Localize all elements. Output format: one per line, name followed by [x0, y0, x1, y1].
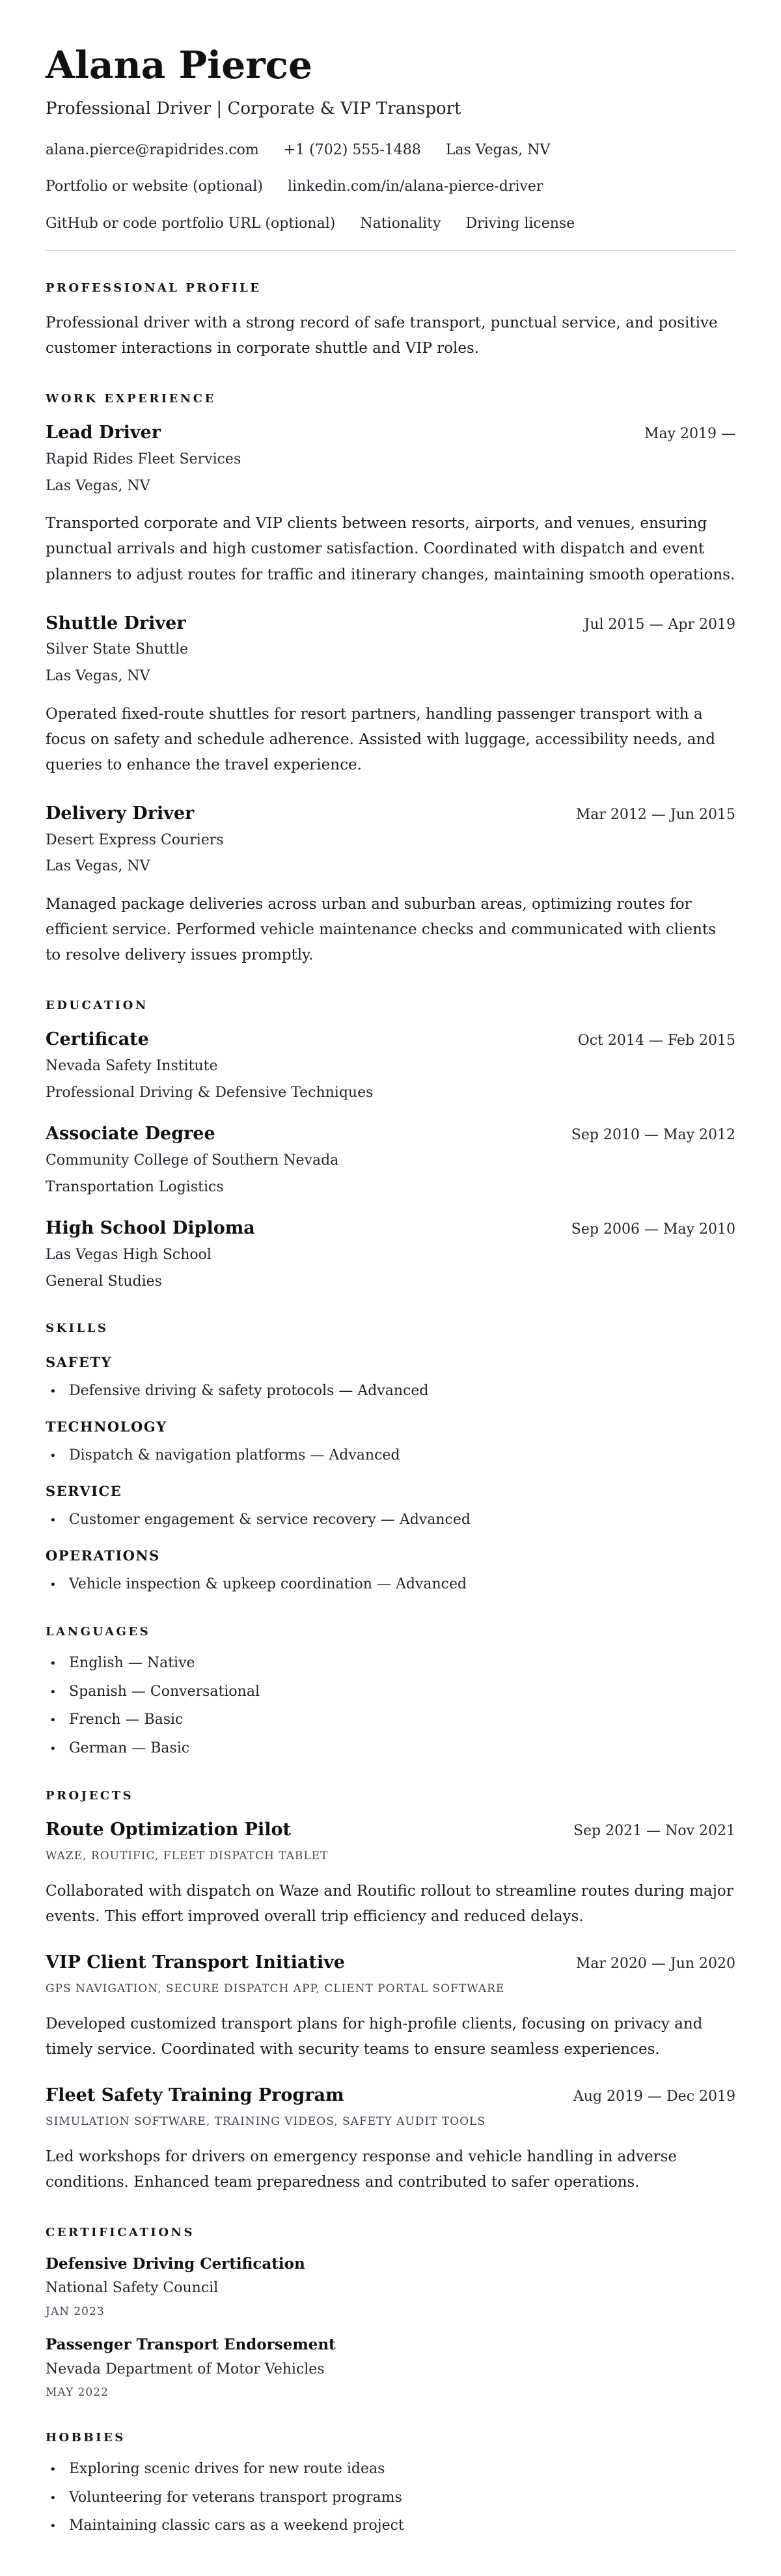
skill-item [46, 1510, 735, 1530]
degree-title: Certificate [46, 1029, 149, 1050]
language-item [46, 1739, 735, 1758]
skill-item [46, 1381, 735, 1401]
cert-issuer: National Safety Council [46, 2280, 219, 2297]
profile-summary: Professional driver with a strong record of safe transport, punctual service, and positive customer interactions in corporate shuttle and VIP roles. [46, 314, 718, 357]
project-entry [46, 2084, 735, 2195]
project-dates: Sep 2021 — Nov 2021 [573, 1823, 735, 1840]
language-item-text: Spanish — Conversational [69, 1683, 260, 1700]
candidate-headline: Professional Driver | Corporate & VIP Transport [46, 98, 461, 118]
bullet-icon: • [49, 1577, 57, 1592]
job-location: Las Vegas, NV [46, 477, 150, 494]
resume-header [46, 43, 735, 251]
skills-group-title: TECHNOLOGY [46, 1418, 167, 1435]
contact-row-3 [46, 215, 735, 234]
job-entry-head [46, 422, 735, 444]
contact-driving-license: Driving license [465, 215, 575, 232]
skill-item-text: Customer engagement & service recovery — Advanced [69, 1511, 471, 1528]
section-title-projects: PROJECTS [46, 1788, 134, 1803]
skills-group-title: OPERATIONS [46, 1547, 160, 1564]
job-company: Rapid Rides Fleet Services [46, 451, 241, 468]
bullet-icon: • [49, 2519, 57, 2534]
section-work-experience [46, 391, 735, 968]
job-entry-head [46, 803, 735, 825]
skills-group-technology [46, 1418, 735, 1465]
contact-nationality: Nationality [360, 215, 441, 232]
job-title: Delivery Driver [46, 803, 195, 824]
language-item [46, 1682, 735, 1702]
contact-linkedin: linkedin.com/in/alana-pierce-driver [288, 178, 543, 195]
job-dates: May 2019 — [644, 426, 735, 443]
section-certifications [46, 2225, 735, 2400]
education-entry-head [46, 1123, 735, 1145]
project-tech: WAZE, ROUTIFIC, FLEET DISPATCH TABLET [46, 1849, 329, 1863]
project-entry-head [46, 2084, 735, 2107]
project-dates: Aug 2019 — Dec 2019 [573, 2088, 735, 2105]
degree-title: Associate Degree [46, 1124, 215, 1144]
hobby-item-text: Maintaining classic cars as a weekend project [69, 2517, 404, 2534]
project-tech: GPS NAVIGATION, SECURE DISPATCH APP, CLIENT PORTAL SOFTWARE [46, 1982, 505, 1995]
education-dates: Sep 2010 — May 2012 [571, 1127, 735, 1144]
skills-group-safety [46, 1353, 735, 1401]
job-company: Desert Express Couriers [46, 831, 224, 848]
candidate-name: Alana Pierce [46, 43, 312, 87]
contact-row-2 [46, 178, 735, 197]
job-description: Operated fixed-route shuttles for resort partners, handling passenger transport with a focus on safety and schedule adherence. Assisted with luggage, accessibility needs, and queries to enhance the travel experience. [46, 705, 715, 773]
project-entry-head [46, 1819, 735, 1841]
cert-issuer: Nevada Department of Motor Vehicles [46, 2361, 325, 2377]
language-item [46, 1654, 735, 1673]
job-dates: Jul 2015 — Apr 2019 [584, 616, 735, 633]
section-professional-profile [46, 281, 735, 361]
skill-item-text: Defensive driving & safety protocols — Advanced [69, 1382, 429, 1399]
project-description: Collaborated with dispatch on Waze and Routific rollout to streamline routes during major events. This effort improved overall trip efficiency and reduced delays. [46, 1883, 733, 1926]
hobby-item [46, 2488, 735, 2508]
school-name: Las Vegas High School [46, 1247, 212, 1264]
section-title-certifications: CERTIFICATIONS [46, 2226, 195, 2240]
section-title-work: WORK EXPERIENCE [46, 392, 216, 406]
contact-email: alana.pierce@rapidrides.com [46, 141, 259, 158]
project-title: Fleet Safety Training Program [46, 2085, 344, 2106]
skill-item-text: Vehicle inspection & upkeep coordination — Advanced [69, 1575, 467, 1592]
job-company: Silver State Shuttle [46, 641, 189, 658]
field-of-study: Professional Driving & Defensive Techniques [46, 1084, 374, 1101]
job-entry [46, 613, 735, 778]
school-name: Community College of Southern Nevada [46, 1152, 339, 1169]
education-dates: Oct 2014 — Feb 2015 [577, 1032, 735, 1049]
contact-portfolio: Portfolio or website (optional) [46, 178, 264, 195]
field-of-study: General Studies [46, 1273, 162, 1290]
job-title: Shuttle Driver [46, 613, 186, 633]
skills-group-operations [46, 1547, 735, 1594]
bullet-icon: • [49, 1657, 57, 1671]
cert-title: Passenger Transport Endorsement [46, 2336, 336, 2354]
education-dates: Sep 2006 — May 2010 [571, 1221, 735, 1238]
contact-row-1 [46, 141, 735, 160]
cert-title: Defensive Driving Certification [46, 2254, 305, 2273]
hobby-item-text: Volunteering for veterans transport programs [69, 2489, 402, 2506]
language-item [46, 1710, 735, 1730]
job-dates: Mar 2012 — Jun 2015 [575, 806, 735, 823]
bullet-icon: • [49, 1742, 57, 1756]
skill-item-text: Dispatch & navigation platforms — Advanced [69, 1447, 400, 1463]
job-title: Lead Driver [46, 422, 161, 443]
bullet-icon: • [49, 1685, 57, 1699]
section-education [46, 998, 735, 1291]
field-of-study: Transportation Logistics [46, 1178, 224, 1195]
section-languages [46, 1624, 735, 1758]
job-entry [46, 803, 735, 968]
cert-date: JAN 2023 [46, 2305, 105, 2318]
project-description: Developed customized transport plans for high-profile clients, focusing on privacy and timely service. Coordinated with security teams to ensure seamless experiences. [46, 2015, 703, 2058]
project-dates: Mar 2020 — Jun 2020 [575, 1956, 735, 1973]
education-entry [46, 1217, 735, 1291]
hobby-item [46, 2459, 735, 2479]
project-entry [46, 1952, 735, 2062]
bullet-icon: • [49, 1713, 57, 1728]
section-skills [46, 1321, 735, 1594]
section-title-education: EDUCATION [46, 999, 148, 1013]
section-hobbies [46, 2430, 735, 2536]
project-entry [46, 1819, 735, 1930]
contact-github: GitHub or code portfolio URL (optional) [46, 215, 336, 232]
degree-title: High School Diploma [46, 1218, 255, 1239]
hobby-item [46, 2516, 735, 2536]
skills-group-title: SERVICE [46, 1482, 122, 1499]
skills-group-service [46, 1482, 735, 1530]
bullet-icon: • [49, 1513, 57, 1527]
school-name: Nevada Safety Institute [46, 1058, 218, 1075]
contact-location: Las Vegas, NV [445, 141, 551, 158]
education-entry-head [46, 1029, 735, 1051]
hobbies-list [46, 2459, 735, 2536]
project-title: VIP Client Transport Initiative [46, 1952, 345, 1973]
education-entry [46, 1029, 735, 1102]
skill-item [46, 1575, 735, 1594]
section-title-skills: SKILLS [46, 1322, 109, 1336]
bullet-icon: • [49, 1384, 57, 1398]
section-projects [46, 1788, 735, 2195]
project-title: Route Optimization Pilot [46, 1820, 291, 1840]
project-tech: SIMULATION SOFTWARE, TRAINING VIDEOS, SAFETY AUDIT TOOLS [46, 2114, 486, 2128]
job-location: Las Vegas, NV [46, 858, 150, 875]
hobby-item-text: Exploring scenic drives for new route ideas [69, 2460, 385, 2477]
section-title-languages: LANGUAGES [46, 1624, 151, 1639]
bullet-icon: • [49, 2491, 57, 2505]
section-title-hobbies: HOBBIES [46, 2430, 126, 2444]
job-entry [46, 422, 735, 587]
bullet-icon: • [49, 2462, 57, 2476]
certification-entry [46, 2255, 735, 2319]
skill-item [46, 1446, 735, 1465]
education-entry [46, 1123, 735, 1197]
job-description: Managed package deliveries across urban and suburban areas, optimizing routes for efficient service. Performed vehicle maintenance checks and communicated with clients to resolve delivery issues promptly. [46, 895, 716, 963]
languages-list [46, 1654, 735, 1758]
language-item-text: German — Basic [69, 1740, 190, 1757]
language-item-text: English — Native [69, 1655, 195, 1672]
bullet-icon: • [49, 1448, 57, 1463]
section-title-profile: PROFESSIONAL PROFILE [46, 281, 262, 296]
header-divider [46, 250, 735, 251]
cert-date: MAY 2022 [46, 2386, 109, 2400]
education-entry-head [46, 1217, 735, 1240]
certification-entry [46, 2336, 735, 2400]
job-description: Transported corporate and VIP clients between resorts, airports, and venues, ensuring punctual arrivals and high customer satisfaction. Coordinated with dispatch and event planners to adjust routes for traffic and itinerary changes, maintaining smooth operations. [46, 515, 735, 583]
project-description: Led workshops for drivers on emergency response and vehicle handling in adverse conditions. Enhanced team preparedness and contributed to safer operations. [46, 2148, 678, 2191]
job-entry-head [46, 613, 735, 635]
language-item-text: French — Basic [69, 1711, 184, 1728]
skills-group-title: SAFETY [46, 1353, 112, 1370]
project-entry-head [46, 1952, 735, 1974]
job-location: Las Vegas, NV [46, 668, 150, 684]
contact-phone: +1 (702) 555-1488 [283, 141, 421, 158]
